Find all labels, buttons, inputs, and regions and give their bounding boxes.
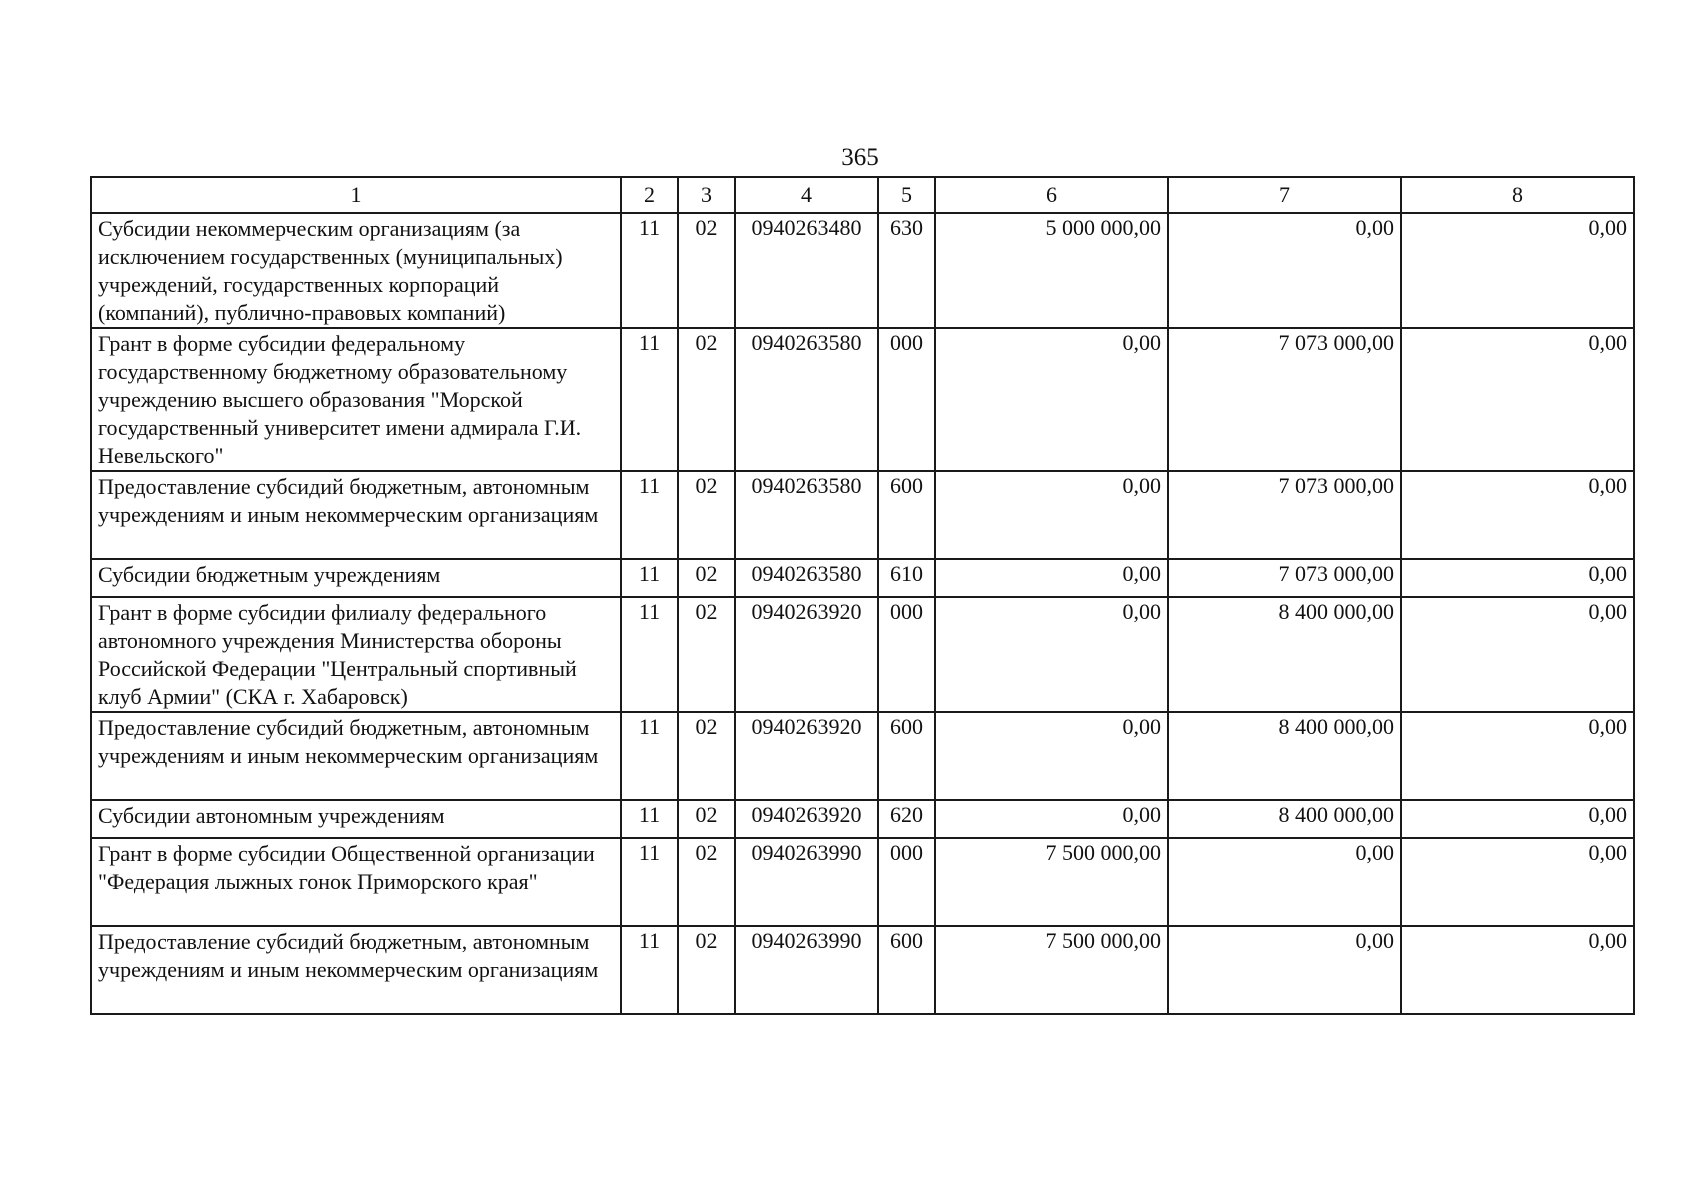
row-amount-8: 0,00 <box>1401 213 1634 328</box>
table-row <box>91 926 1634 1014</box>
row-amount-6: 0,00 <box>935 712 1168 800</box>
row-target-article: 0940263920 <box>735 712 878 800</box>
header-col-1: 1 <box>91 177 621 213</box>
table-header-row <box>91 177 1634 213</box>
row-amount-6: 0,00 <box>935 328 1168 471</box>
row-target-article: 0940263990 <box>735 838 878 926</box>
row-section: 11 <box>621 213 678 328</box>
row-name: Грант в форме субсидии Общественной организации "Федерация лыжных гонок Приморского края" <box>91 838 621 926</box>
row-name: Предоставление субсидий бюджетным, автономным учреждениям и иным некоммерческим организациям <box>91 926 621 1014</box>
row-subsection: 02 <box>678 213 735 328</box>
row-subsection: 02 <box>678 559 735 597</box>
row-expense-type: 620 <box>878 800 935 838</box>
row-subsection: 02 <box>678 712 735 800</box>
row-expense-type: 600 <box>878 471 935 559</box>
row-target-article: 0940263990 <box>735 926 878 1014</box>
row-section: 11 <box>621 471 678 559</box>
row-amount-7: 7 073 000,00 <box>1168 471 1401 559</box>
row-amount-6: 0,00 <box>935 800 1168 838</box>
row-target-article: 0940263920 <box>735 597 878 712</box>
row-expense-type: 600 <box>878 926 935 1014</box>
row-name: Субсидии бюджетным учреждениям <box>91 559 621 597</box>
row-name: Субсидии некоммерческим организациям (за исключением государственных (муниципальных) учреждений, государственных корпораций (компаний), публично-правовых компаний) <box>91 213 621 328</box>
header-col-6: 6 <box>935 177 1168 213</box>
row-subsection: 02 <box>678 838 735 926</box>
table-row <box>91 328 1634 471</box>
row-expense-type: 000 <box>878 328 935 471</box>
row-subsection: 02 <box>678 926 735 1014</box>
row-amount-6: 0,00 <box>935 597 1168 712</box>
row-amount-7: 8 400 000,00 <box>1168 800 1401 838</box>
header-col-5: 5 <box>878 177 935 213</box>
header-col-8: 8 <box>1401 177 1634 213</box>
row-section: 11 <box>621 926 678 1014</box>
row-expense-type: 000 <box>878 597 935 712</box>
row-amount-8: 0,00 <box>1401 712 1634 800</box>
row-amount-8: 0,00 <box>1401 800 1634 838</box>
table-row <box>91 800 1634 838</box>
row-amount-7: 8 400 000,00 <box>1168 712 1401 800</box>
row-amount-7: 7 073 000,00 <box>1168 328 1401 471</box>
row-subsection: 02 <box>678 800 735 838</box>
row-amount-8: 0,00 <box>1401 559 1634 597</box>
header-col-4: 4 <box>735 177 878 213</box>
row-expense-type: 610 <box>878 559 935 597</box>
row-amount-6: 0,00 <box>935 559 1168 597</box>
row-amount-6: 0,00 <box>935 471 1168 559</box>
row-target-article: 0940263580 <box>735 471 878 559</box>
row-amount-6: 5 000 000,00 <box>935 213 1168 328</box>
row-amount-8: 0,00 <box>1401 597 1634 712</box>
row-section: 11 <box>621 838 678 926</box>
row-name: Предоставление субсидий бюджетным, автономным учреждениям и иным некоммерческим организациям <box>91 712 621 800</box>
row-amount-6: 7 500 000,00 <box>935 926 1168 1014</box>
row-section: 11 <box>621 328 678 471</box>
row-target-article: 0940263920 <box>735 800 878 838</box>
row-subsection: 02 <box>678 597 735 712</box>
row-subsection: 02 <box>678 471 735 559</box>
row-amount-8: 0,00 <box>1401 926 1634 1014</box>
row-section: 11 <box>621 559 678 597</box>
row-section: 11 <box>621 800 678 838</box>
table-row <box>91 213 1634 328</box>
row-target-article: 0940263480 <box>735 213 878 328</box>
row-amount-7: 0,00 <box>1168 213 1401 328</box>
header-col-3: 3 <box>678 177 735 213</box>
row-amount-7: 0,00 <box>1168 926 1401 1014</box>
row-target-article: 0940263580 <box>735 559 878 597</box>
row-section: 11 <box>621 712 678 800</box>
row-amount-7: 0,00 <box>1168 838 1401 926</box>
row-amount-8: 0,00 <box>1401 328 1634 471</box>
row-amount-7: 8 400 000,00 <box>1168 597 1401 712</box>
row-name: Грант в форме субсидии филиалу федерального автономного учреждения Министерства обороны Российской Федерации "Центральный спортивный клуб Армии" (СКА г. Хабаровск) <box>91 597 621 712</box>
table-row <box>91 838 1634 926</box>
row-name: Грант в форме субсидии федеральному государственному бюджетному образовательному учреждению высшего образования "Морской государственный университет имени адмирала Г.И. Невельского" <box>91 328 621 471</box>
row-expense-type: 600 <box>878 712 935 800</box>
table-row <box>91 559 1634 597</box>
page-number: 365 <box>841 144 879 171</box>
row-amount-8: 0,00 <box>1401 471 1634 559</box>
header-col-2: 2 <box>621 177 678 213</box>
row-name: Предоставление субсидий бюджетным, автономным учреждениям и иным некоммерческим организациям <box>91 471 621 559</box>
row-name: Субсидии автономным учреждениям <box>91 800 621 838</box>
table-row <box>91 712 1634 800</box>
row-section: 11 <box>621 597 678 712</box>
row-amount-7: 7 073 000,00 <box>1168 559 1401 597</box>
table-row <box>91 597 1634 712</box>
row-amount-8: 0,00 <box>1401 838 1634 926</box>
table-row <box>91 471 1634 559</box>
row-amount-6: 7 500 000,00 <box>935 838 1168 926</box>
budget-table <box>90 176 1635 1015</box>
row-expense-type: 000 <box>878 838 935 926</box>
row-expense-type: 630 <box>878 213 935 328</box>
row-subsection: 02 <box>678 328 735 471</box>
row-target-article: 0940263580 <box>735 328 878 471</box>
header-col-7: 7 <box>1168 177 1401 213</box>
